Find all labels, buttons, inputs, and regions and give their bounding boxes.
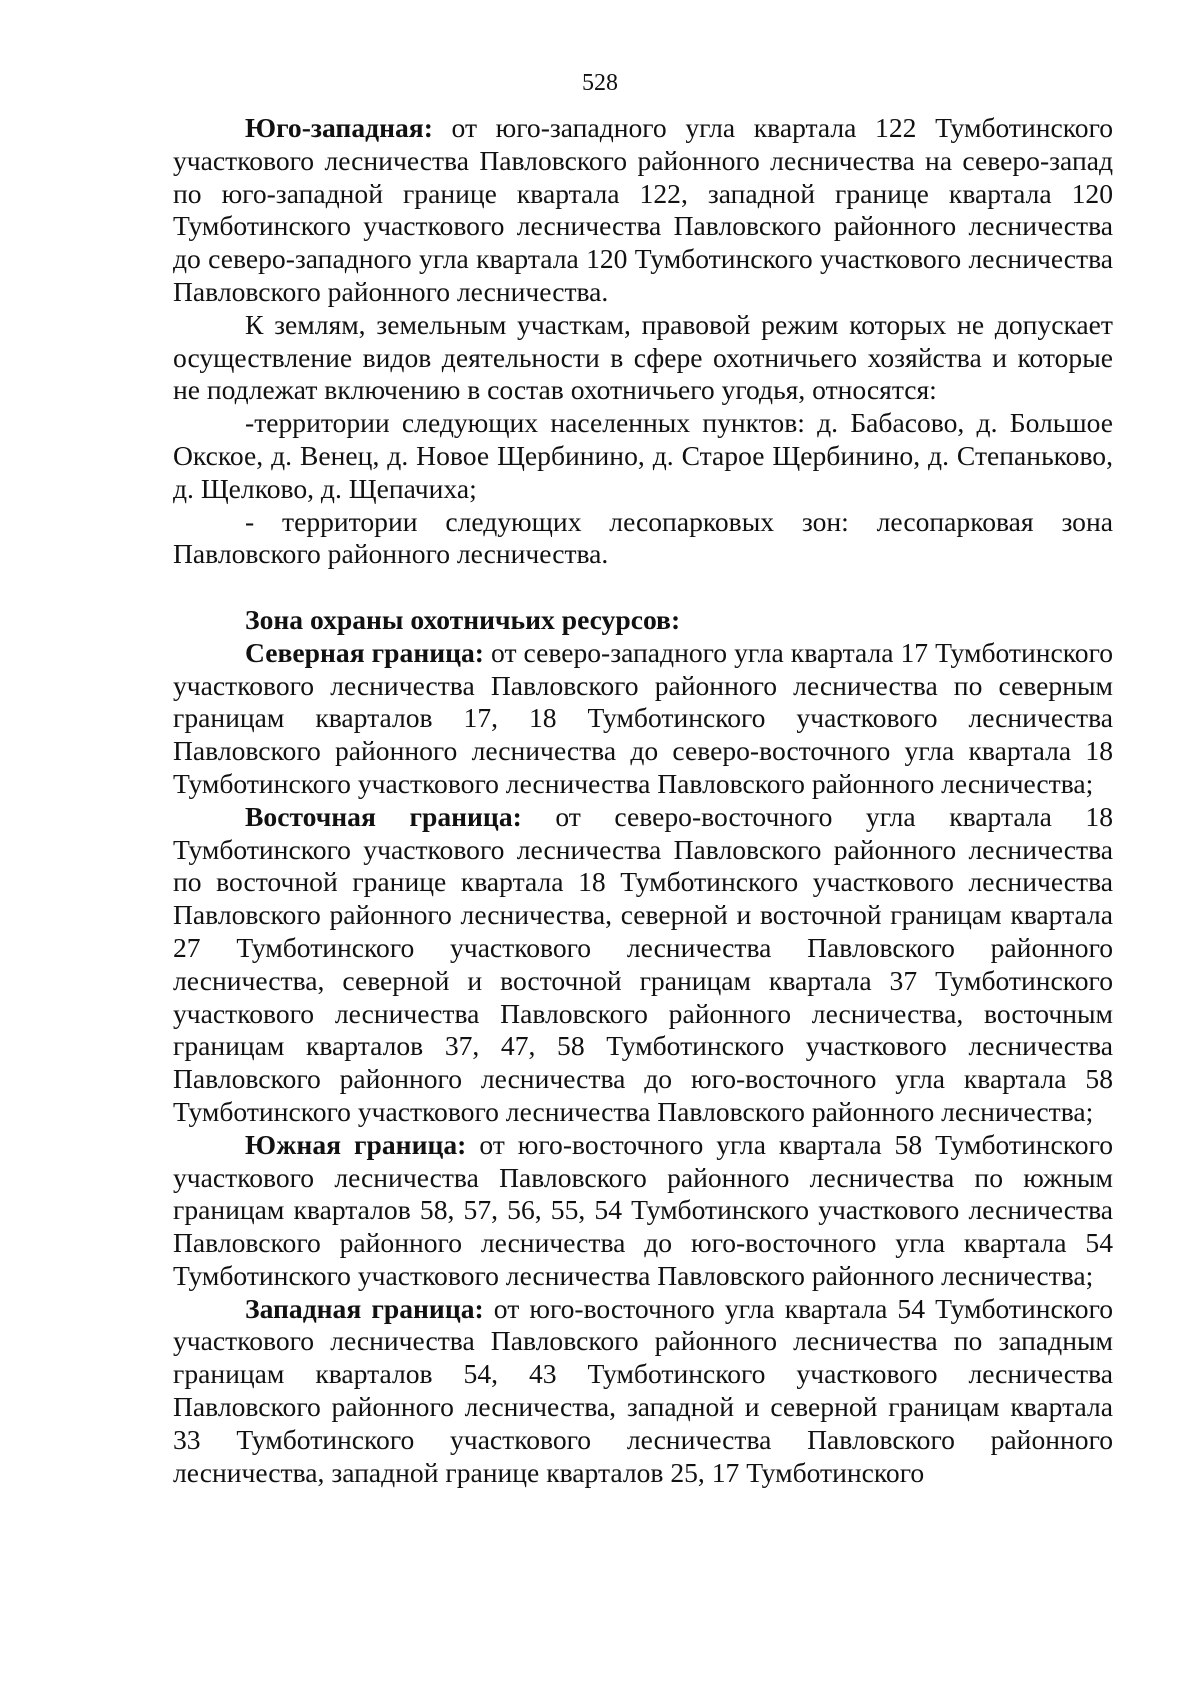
spacer (173, 571, 1113, 604)
south-text: от юго-восточного угла квартала 58 Тумботинского участкового лесничества Павловского районного лесничества по южным границам кварталов 58, 57, 56, 55, 54 Тумботинского участкового лесничества Павловского районного лесничества до юго-восточного угла квартала 54 Тумботинского участкового лесничества Павловского районного лесничества; (173, 1128, 1114, 1291)
southwest-text: от юго-западного угла квартала 122 Тумботинского участкового лесничества Павловского районного лесничества на северо-запад по юго-западной границе квартала 122, западной границе квартала 120 Тумботинского участкового лесничества Павловского районного лесничества до северо-западного угла квартала 120 Тумботинского участкового лесничества Павловского районного лесничества. (173, 112, 1113, 307)
paragraph-forest-parks: - территории следующих лесопарковых зон: лесопарковая зона Павловского районного лесничества. (173, 505, 1113, 570)
paragraph-southwest (173, 112, 1113, 309)
paragraph-south-boundary (173, 1129, 1113, 1293)
east-heading: Восточная граница: (245, 800, 522, 832)
document-body (173, 112, 1113, 1489)
page-number: 528 (582, 70, 618, 96)
paragraph-settlements: -территории следующих населенных пунктов: д. Бабасово, д. Большое Окское, д. Венец, д. Новое Щербинино, д. Старое Щербинино, д. Степаньково, д. Щелково, д. Щепачиха; (173, 407, 1113, 504)
section-heading-text: Зона охраны охотничьих ресурсов: (245, 603, 681, 635)
east-text: от северо-восточного угла квартала 18 Тумботинского участкового лесничества Павловского районного лесничества по восточной границе квартала 18 Тумботинского участкового лесничества Павловского районного лесничества, северной и восточной границам квартала 27 Тумботинского участкового лесничества Павловского районного лесничества, северной и восточной границам квартала 37 Тумботинского участкового лесничества Павловского районного лесничества, восточным границам кварталов 37, 47, 58 Тумботинского участкового лесничества Павловского районного лесничества до юго-восточного угла квартала 58 Тумботинского участкового лесничества Павловского районного лесничества; (173, 800, 1113, 1127)
west-heading: Западная граница: (245, 1292, 484, 1324)
section-heading (173, 604, 1113, 637)
paragraph-east-boundary (173, 801, 1113, 1129)
south-heading: Южная граница: (245, 1128, 467, 1160)
north-text: от северо-западного угла квартала 17 Тумботинского участкового лесничества Павловского районного лесничества по северным границам кварталов 17, 18 Тумботинского участкового лесничества Павловского районного лесничества до северо-восточного угла квартала 18 Тумботинского участкового лесничества Павловского районного лесничества; (173, 636, 1113, 799)
paragraph-west-boundary (173, 1293, 1113, 1490)
north-heading: Северная граница: (245, 636, 484, 668)
west-text: от юго-восточного угла квартала 54 Тумботинского участкового лесничества Павловского районного лесничества по западным границам кварталов 54, 43 Тумботинского участкового лесничества Павловского районного лесничества, западной и северной границам квартала 33 Тумботинского участкового лесничества Павловского районного лесничества, западной границе кварталов 25, 17 Тумботинского (173, 1292, 1114, 1488)
southwest-heading: Юго-западная: (245, 112, 433, 143)
paragraph-lands: К землям, земельным участкам, правовой режим которых не допускает осуществление видов деятельности в сфере охотничьего хозяйства и которые не подлежат включению в состав охотничьего угодья, относятся: (173, 308, 1113, 406)
paragraph-north-boundary (173, 637, 1113, 801)
